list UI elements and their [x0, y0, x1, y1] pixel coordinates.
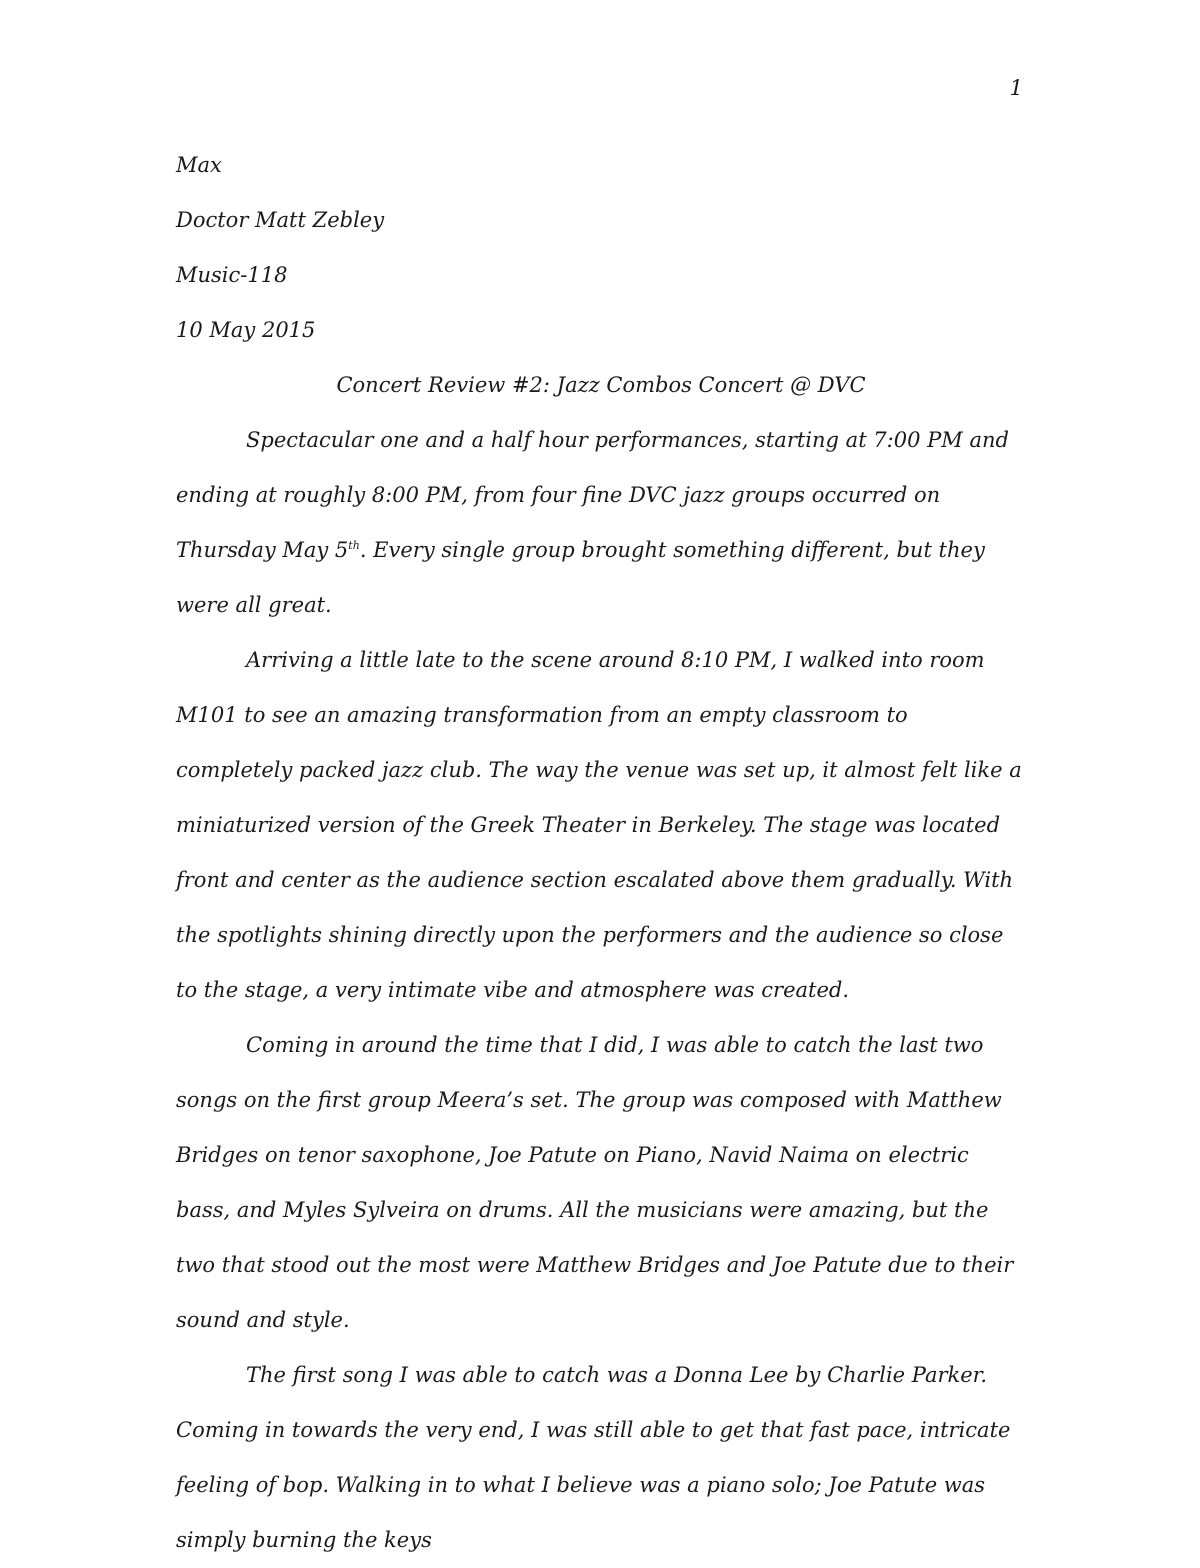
- page-number: 1: [1009, 76, 1023, 100]
- instructor-name: Doctor Matt Zebley: [176, 208, 385, 232]
- paragraph-2: Arriving a little late to the scene around 8:10 PM, I walked into room M101 to see an amazing transformation from an empty classroom to completely packed jazz club. The way the venue was set up, it almost felt like a miniaturized version of the Greek Theater in Berkeley. The stage was located front and center as the audience section escalated above them gradually. With the spotlights shining directly upon the performers and the audience so close to the stage, a very intimate vibe and atmosphere was created.: [176, 648, 1022, 1002]
- author-name: Max: [176, 153, 222, 177]
- paragraph-3: Coming in around the time that I did, I was able to catch the last two songs on the first group Meera’s set. The group was composed with Matthew Bridges on tenor saxophone, Joe Patute on Piano, Navid Naima on electric bass, and Myles Sylveira on drums. All the musicians were amazing, but the two that stood out the most were Matthew Bridges and Joe Patute due to their sound and style.: [176, 1033, 1014, 1332]
- document-body: [176, 138, 1026, 1568]
- ordinal-superscript: th: [348, 539, 360, 552]
- paragraph-1-text-a: Spectacular one and a half hour performances, starting at 7:00 PM and ending at roughly 8:00 PM, from four fine DVC jazz groups occurred on Thursday May 5: [176, 428, 1009, 562]
- paragraph-1-text-b: . Every single group brought something different, but they were all great.: [176, 538, 985, 617]
- paragraph-4: The first song I was able to catch was a Donna Lee by Charlie Parker. Coming in towards the very end, I was still able to get that fast pace, intricate feeling of bop. Walking in to what I believe was a piano solo; Joe Patute was simply burning the keys: [176, 1363, 1011, 1552]
- document-date: 10 May 2015: [176, 318, 316, 342]
- document-title: Concert Review #2: Jazz Combos Concert @ DVC: [336, 373, 866, 397]
- course-name: Music-118: [176, 263, 288, 287]
- paragraph-1: [176, 413, 1026, 633]
